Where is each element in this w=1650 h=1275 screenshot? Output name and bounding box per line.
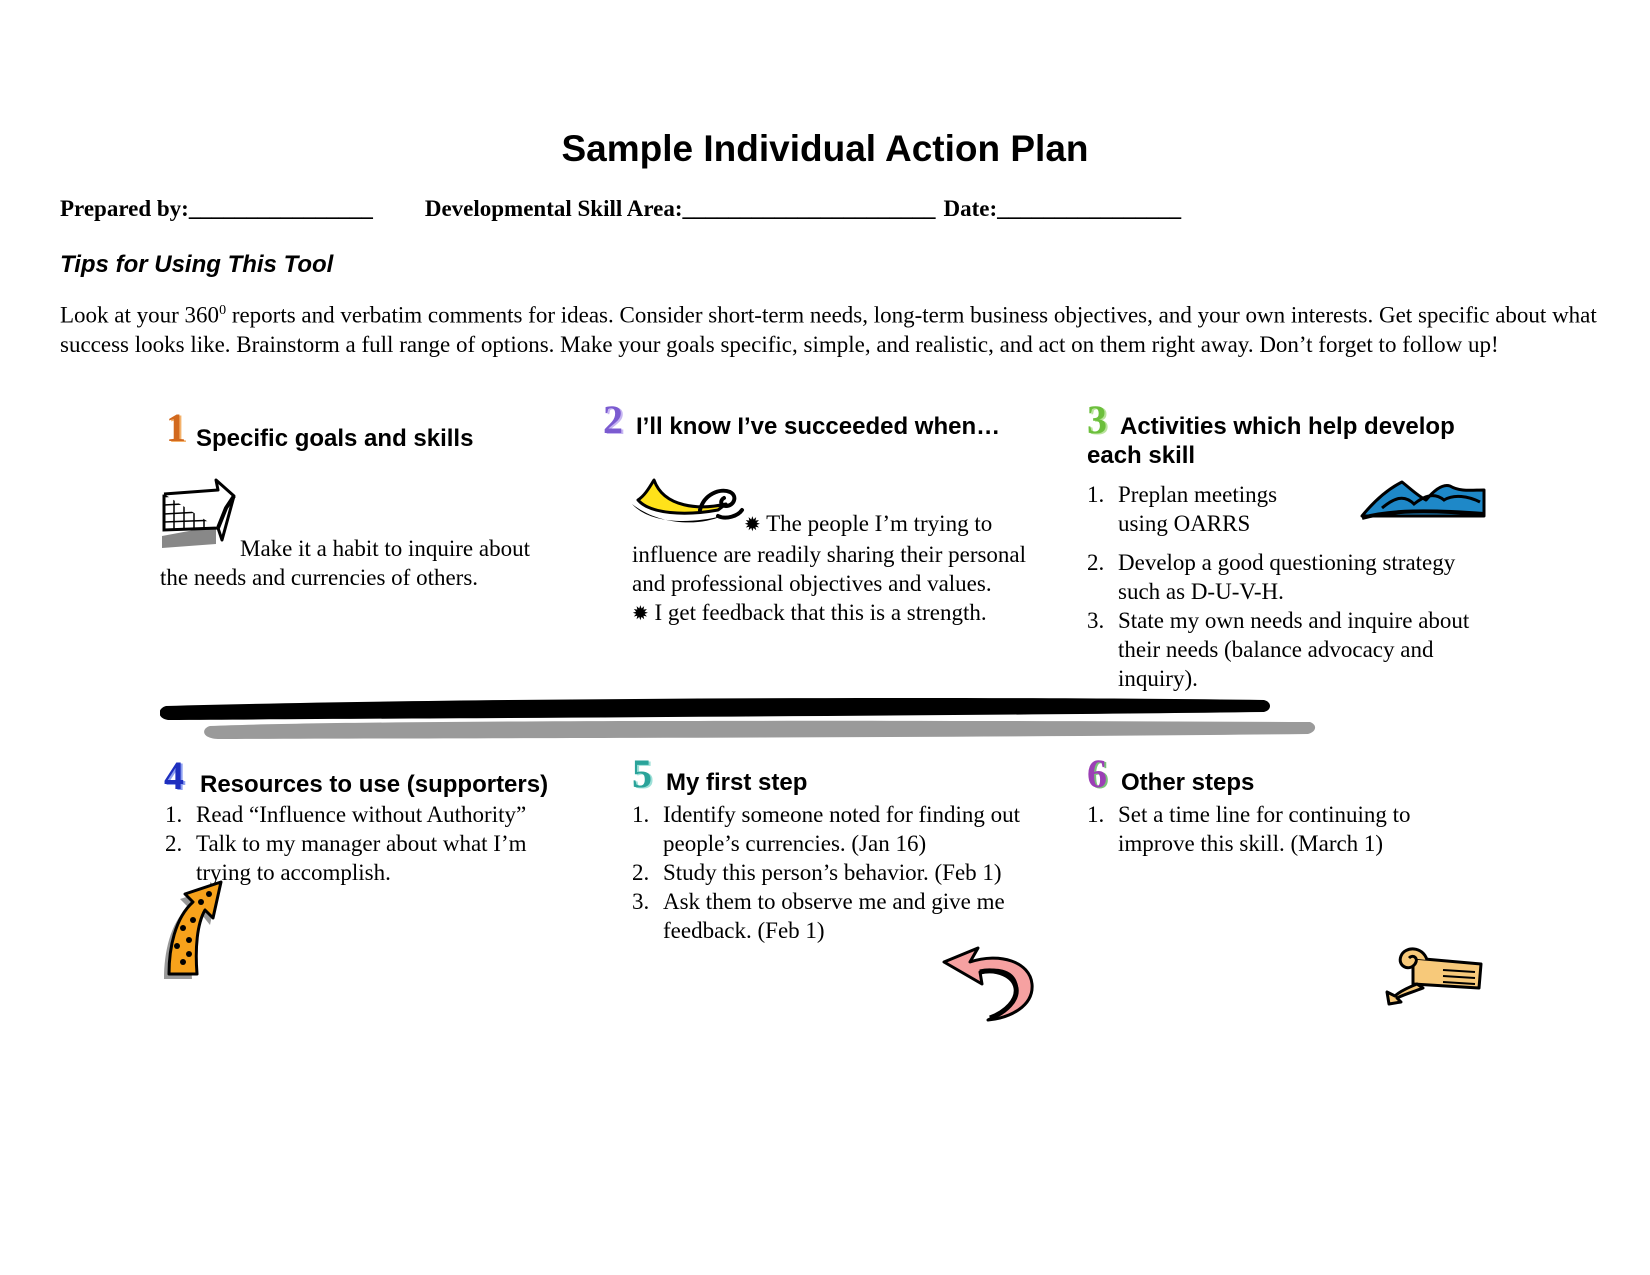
section-5-number: 5 [632, 751, 652, 796]
section-4-title: Resources to use (supporters) [200, 771, 549, 798]
date-field: Date:________________ [943, 196, 1182, 221]
section-5-title: My first step [666, 769, 808, 796]
section-6-list [1087, 800, 1467, 858]
section-1-text: Make it a habit to inquire about the needs and currencies of others. [160, 536, 530, 590]
section-2-title: I’ll know I’ve succeeded when… [636, 413, 1001, 440]
section-2-items [632, 509, 1032, 629]
tips-text-start: Look at your 360 [60, 302, 220, 328]
section-4-item-2: 2. Talk to my manager about what I’m trying to accomplish. [165, 831, 527, 885]
section-1-title: Specific goals and skills [196, 425, 474, 452]
section-5-item-1: 1. Identify someone noted for finding out people’s currencies. (Jan 16) [632, 802, 1021, 856]
header-fields [60, 196, 1181, 222]
section-3-title: Activities which help develop each skill [1087, 413, 1455, 469]
dotted-arrow-icon [163, 880, 229, 980]
star-bullet-icon: ✹ [744, 514, 761, 536]
section-6-number: 6 [1087, 751, 1107, 796]
brush-stroke-divider [160, 692, 1320, 748]
section-6-item-1: 1. Set a time line for continuing to improve this skill. (March 1) [1087, 802, 1411, 856]
section-3-list [1087, 480, 1487, 693]
section-1-number: 1 [166, 405, 186, 450]
section-3-item-2: 2. Develop a good questioning strategy such as D-U-V-H. [1087, 550, 1456, 604]
tips-superscript: 0 [219, 303, 227, 318]
section-3-item-3: 3. State my own needs and inquire about their needs (balance advocacy and inquiry). [1087, 608, 1470, 691]
section-3-item-1: 1. Preplan meetings using OARRS [1087, 482, 1278, 536]
tips-body [60, 296, 1600, 359]
section-5-list [632, 800, 1052, 945]
section-4-item-1: 1. Read “Influence without Authority” [165, 802, 527, 827]
section-4-list [165, 800, 575, 887]
curved-arrow-icon [940, 942, 1036, 1022]
scroll-arrow-icon [1383, 944, 1485, 1006]
section-5-item-2: 2. Study this person’s behavior. (Feb 1) [632, 860, 1002, 885]
section-5-item-3: 3. Ask them to observe me and give me feedback. (Feb 1) [632, 889, 1005, 943]
prepared-by-field: Prepared by:________________ [60, 196, 373, 221]
section-4-number: 4 [164, 753, 184, 798]
skill-area-field: Developmental Skill Area:______________________ [424, 196, 936, 221]
star-bullet-icon: ✹ [632, 603, 649, 625]
section-2-item-2: ✹ I get feedback that this is a strength. [632, 600, 987, 625]
tips-heading: Tips for Using This Tool [60, 251, 334, 278]
section-2-item-1: ✹ The people I’m trying to influence are readily sharing their personal and professional objectives and values. [632, 511, 1027, 596]
page-title: Sample Individual Action Plan [561, 128, 1089, 169]
section-3-number: 3 [1087, 397, 1107, 442]
section-6-title: Other steps [1121, 769, 1255, 796]
section-2-number: 2 [603, 397, 623, 442]
tips-text-rest: reports and verbatim comments for ideas. Consider short-term needs, long-term business objectives, and your own interests. Get specific about what success looks like. Brainstorm a full range of options. Make your goals specific, simple, and realistic, and act on them right away. Don’t forget to follow up! [60, 302, 1597, 357]
